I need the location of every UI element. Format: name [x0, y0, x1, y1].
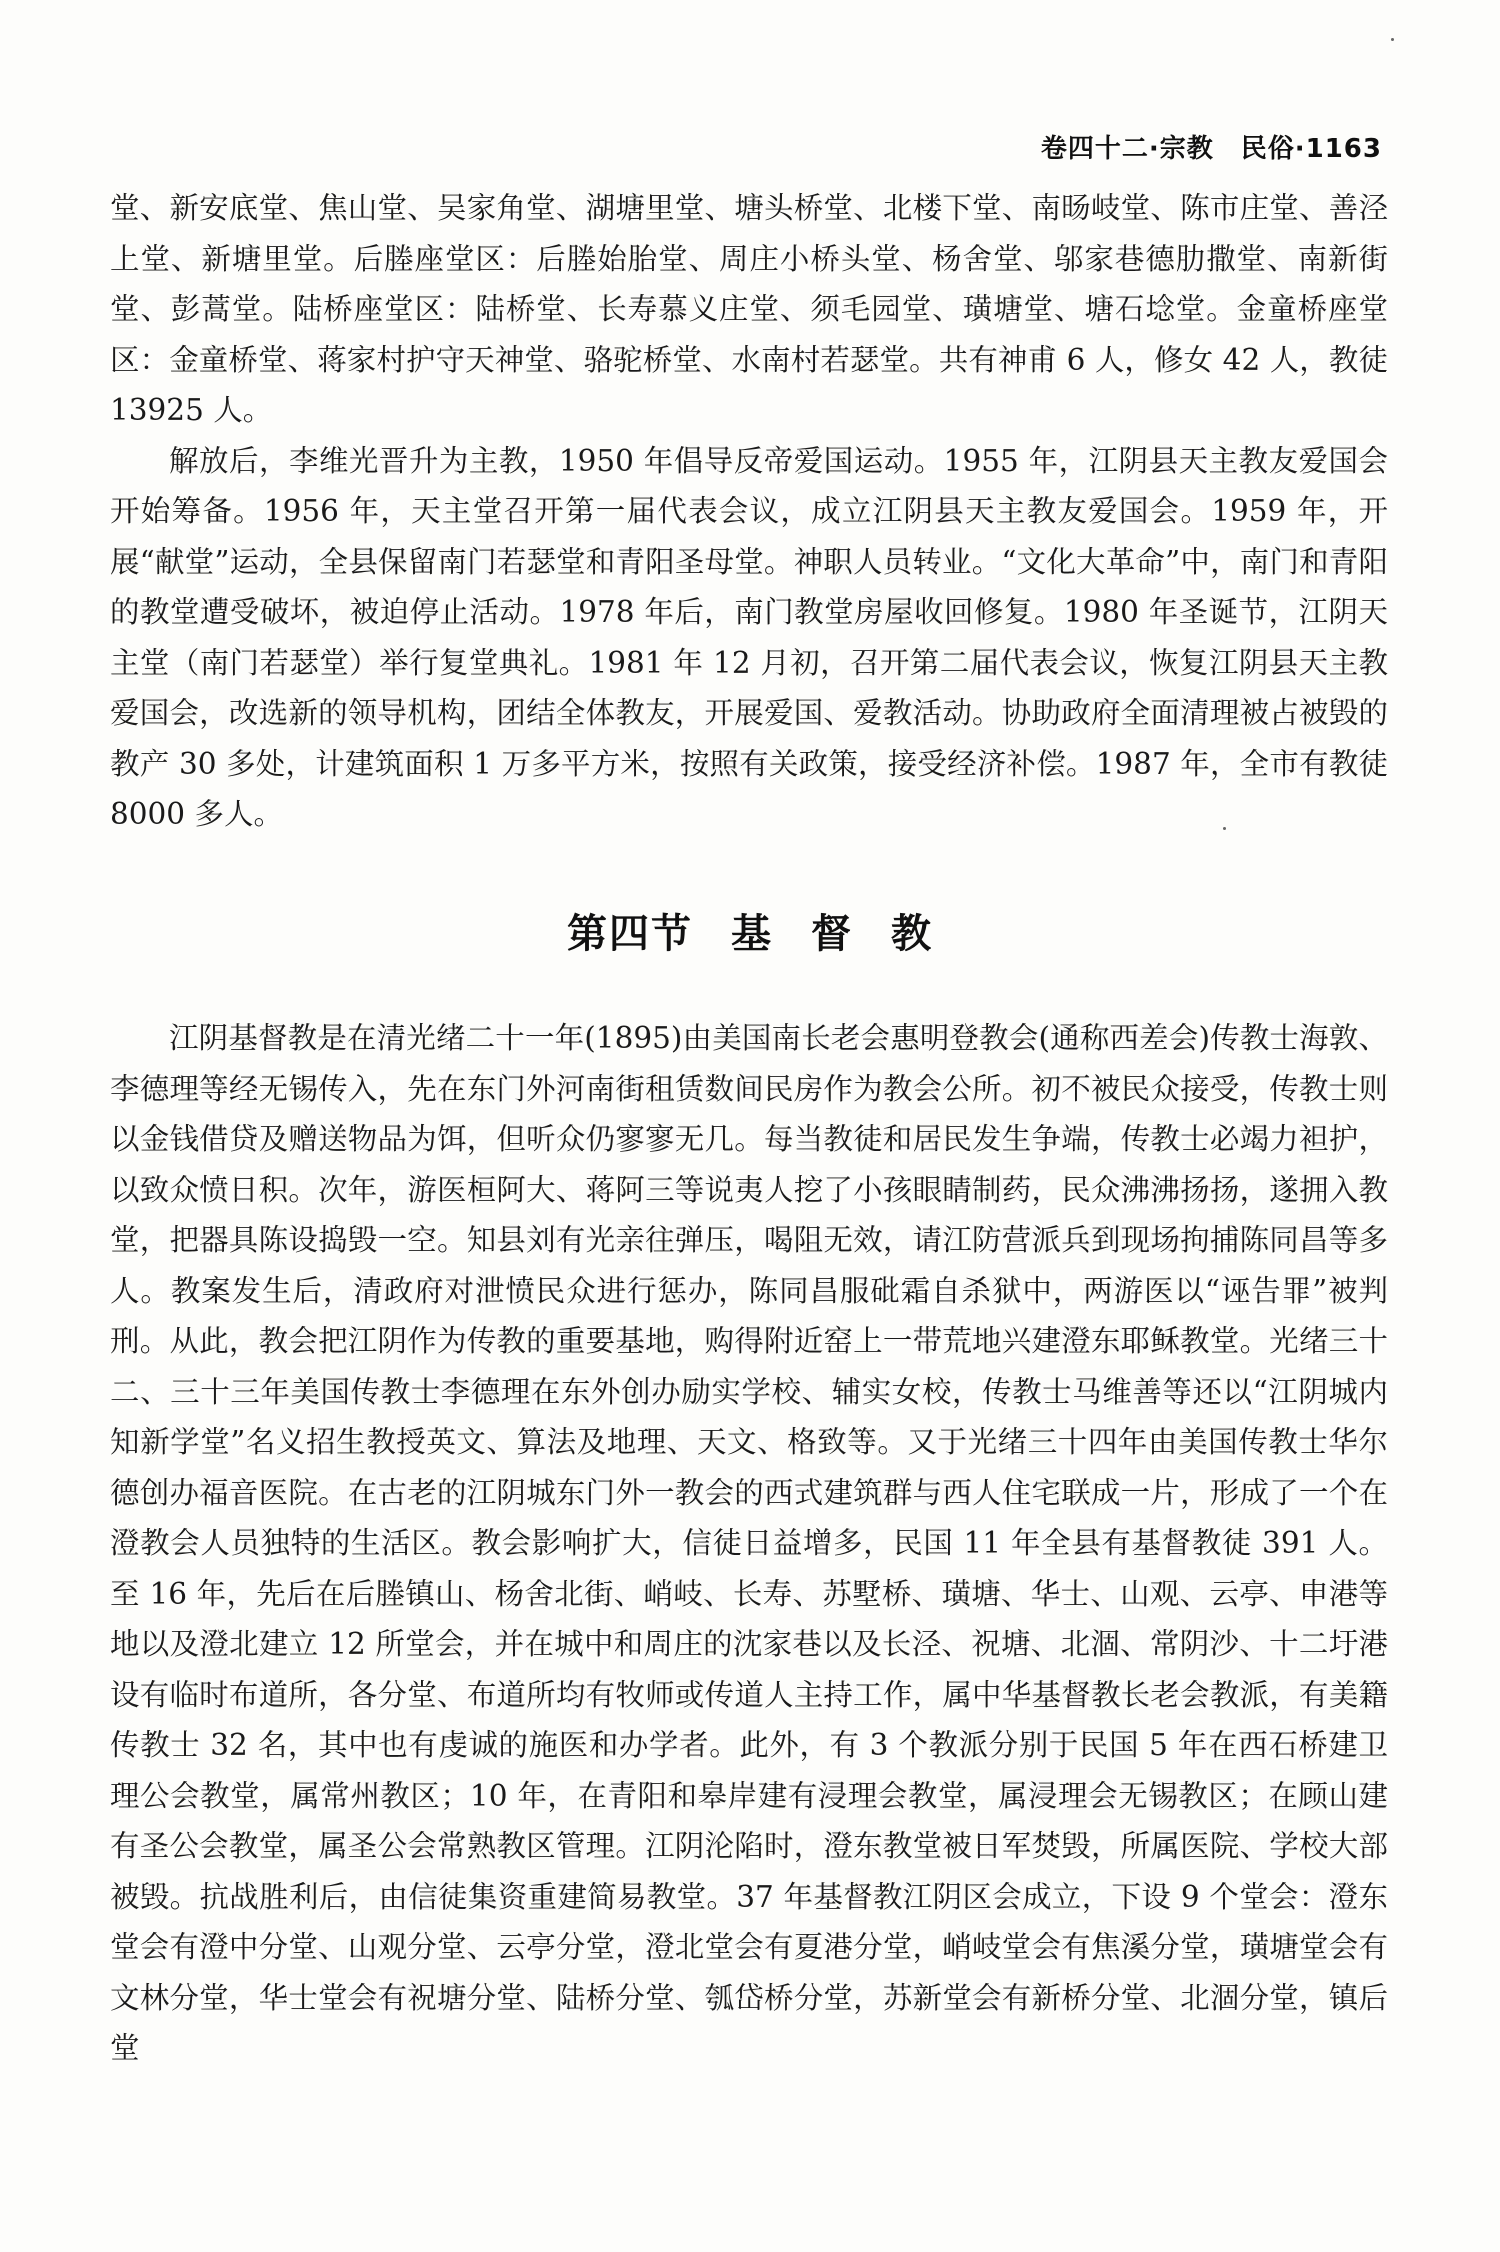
running-header: 卷四十二·宗教 民俗·1163 — [1040, 134, 1382, 164]
section-title-char-2: 督 — [811, 911, 853, 957]
scan-speck — [1223, 827, 1226, 830]
paragraph-churches-list: 堂、新安底堂、焦山堂、吴家角堂、湖塘里堂、塘头桥堂、北楼下堂、南旸岐堂、陈市庄堂、善泾上堂、新塘里堂。后塍座堂区：后塍始胎堂、周庄小桥头堂、杨舍堂、邬家巷德肋撒堂、南新街堂、彭蒿堂。陆桥座堂区：陆桥堂、长寿慕义庄堂、须毛园堂、璜塘堂、塘石埝堂。金童桥座堂区：金童桥堂、蒋家村护守天神堂、骆驼桥堂、水南村若瑟堂。共有神甫 6 人，修女 42 人，教徒 13925 人。 — [110, 191, 1388, 427]
paragraph-christianity-history: 江阴基督教是在清光绪二十一年(1895)由美国南长老会惠明登教会(通称西差会)传教士海敦、李德理等经无锡传入，先在东门外河南街租赁数间民房作为教会公所。初不被民众接受，传教士则以金钱借贷及赠送物品为饵，但听众仍寥寥无几。每当教徒和居民发生争端，传教士必竭力袒护，以致众愤日积。次年，游医桓阿大、蒋阿三等说夷人挖了小孩眼睛制药，民众沸沸扬扬，遂拥入教堂，把器具陈设捣毁一空。知县刘有光亲往弹压，喝阻无效，请江防营派兵到现场拘捕陈同昌等多人。教案发生后，清政府对泄愤民众进行惩办，陈同昌服砒霜自杀狱中，两游医以“诬告罪”被判刑。从此，教会把江阴作为传教的重要基地，购得附近窑上一带荒地兴建澄东耶稣教堂。光绪三十二、三十三年美国传教士李德理在东外创办励实学校、辅实女校，传教士马维善等还以“江阴城内知新学堂”名义招生教授英文、算法及地理、天文、格致等。又于光绪三十四年由美国传教士华尔德创办福音医院。在古老的江阴城东门外一教会的西式建筑群与西人住宅联成一片，形成了一个在澄教会人员独特的生活区。教会影响扩大，信徒日益增多，民国 11 年全县有基督教徒 391 人。至 16 年，先后在后塍镇山、杨舍北街、峭岐、长寿、苏墅桥、璜塘、华士、山观、云亭、申港等地以及澄北建立 12 所堂会，并在城中和周庄的沈家巷以及长泾、祝塘、北涸、常阴沙、十二圩港设有临时布道所，各分堂、布道所均有牧师或传道人主持工作，属中华基督教长老会教派，有美籍传教士 32 名，其中也有虔诚的施医和办学者。此外，有 3 个教派分别于民国 5 年在西石桥建卫理公会教堂，属常州教区；10 年，在青阳和皋岸建有浸理会教堂，属浸理会无锡教区；在顾山建有圣公会教堂，属圣公会常熟教区管理。江阴沦陷时，澄东教堂被日军焚毁，所属医院、学校大部被毁。抗战胜利后，由信徒集资重建简易教堂。37 年基督教江阴区会成立，下设 9 个堂会：澄东堂会有澄中分堂、山观分堂、云亭分堂，澄北堂会有夏港分堂，峭岐堂会有焦溪分堂，璜塘堂会有文林分堂，华士堂会有祝塘分堂、陆桥分堂、瓠岱桥分堂，苏新堂会有新桥分堂、北涸分堂，镇后堂 — [110, 1021, 1388, 2065]
section-heading — [0, 902, 1500, 959]
text-block-before-section — [110, 183, 1388, 840]
text-block-christianity — [110, 1013, 1388, 2074]
scan-speck — [1391, 38, 1394, 41]
section-title-char-3: 教 — [891, 911, 933, 957]
section-number: 第四节 — [567, 911, 693, 957]
paragraph-after-liberation: 解放后，李维光晋升为主教，1950 年倡导反帝爱国运动。1955 年，江阴县天主教友爱国会开始筹备。1956 年，天主堂召开第一届代表会议，成立江阴县天主教友爱国会。1959 年，开展“献堂”运动，全县保留南门若瑟堂和青阳圣母堂。神职人员转业。“文化大革命”中，南门和青阳的教堂遭受破坏，被迫停止活动。1978 年后，南门教堂房屋收回修复。1980 年圣诞节，江阴天主堂（南门若瑟堂）举行复堂典礼。1981 年 12 月初，召开第二届代表会议，恢复江阴县天主教爱国会，改选新的领导机构，团结全体教友，开展爱国、爱教活动。协助政府全面清理被占被毁的教产 30 多处，计建筑面积 1 万多平方米，按照有关政策，接受经济补偿。1987 年，全市有教徒 8000 多人。 — [110, 443, 1388, 831]
section-title-char-1: 基 — [731, 911, 773, 957]
